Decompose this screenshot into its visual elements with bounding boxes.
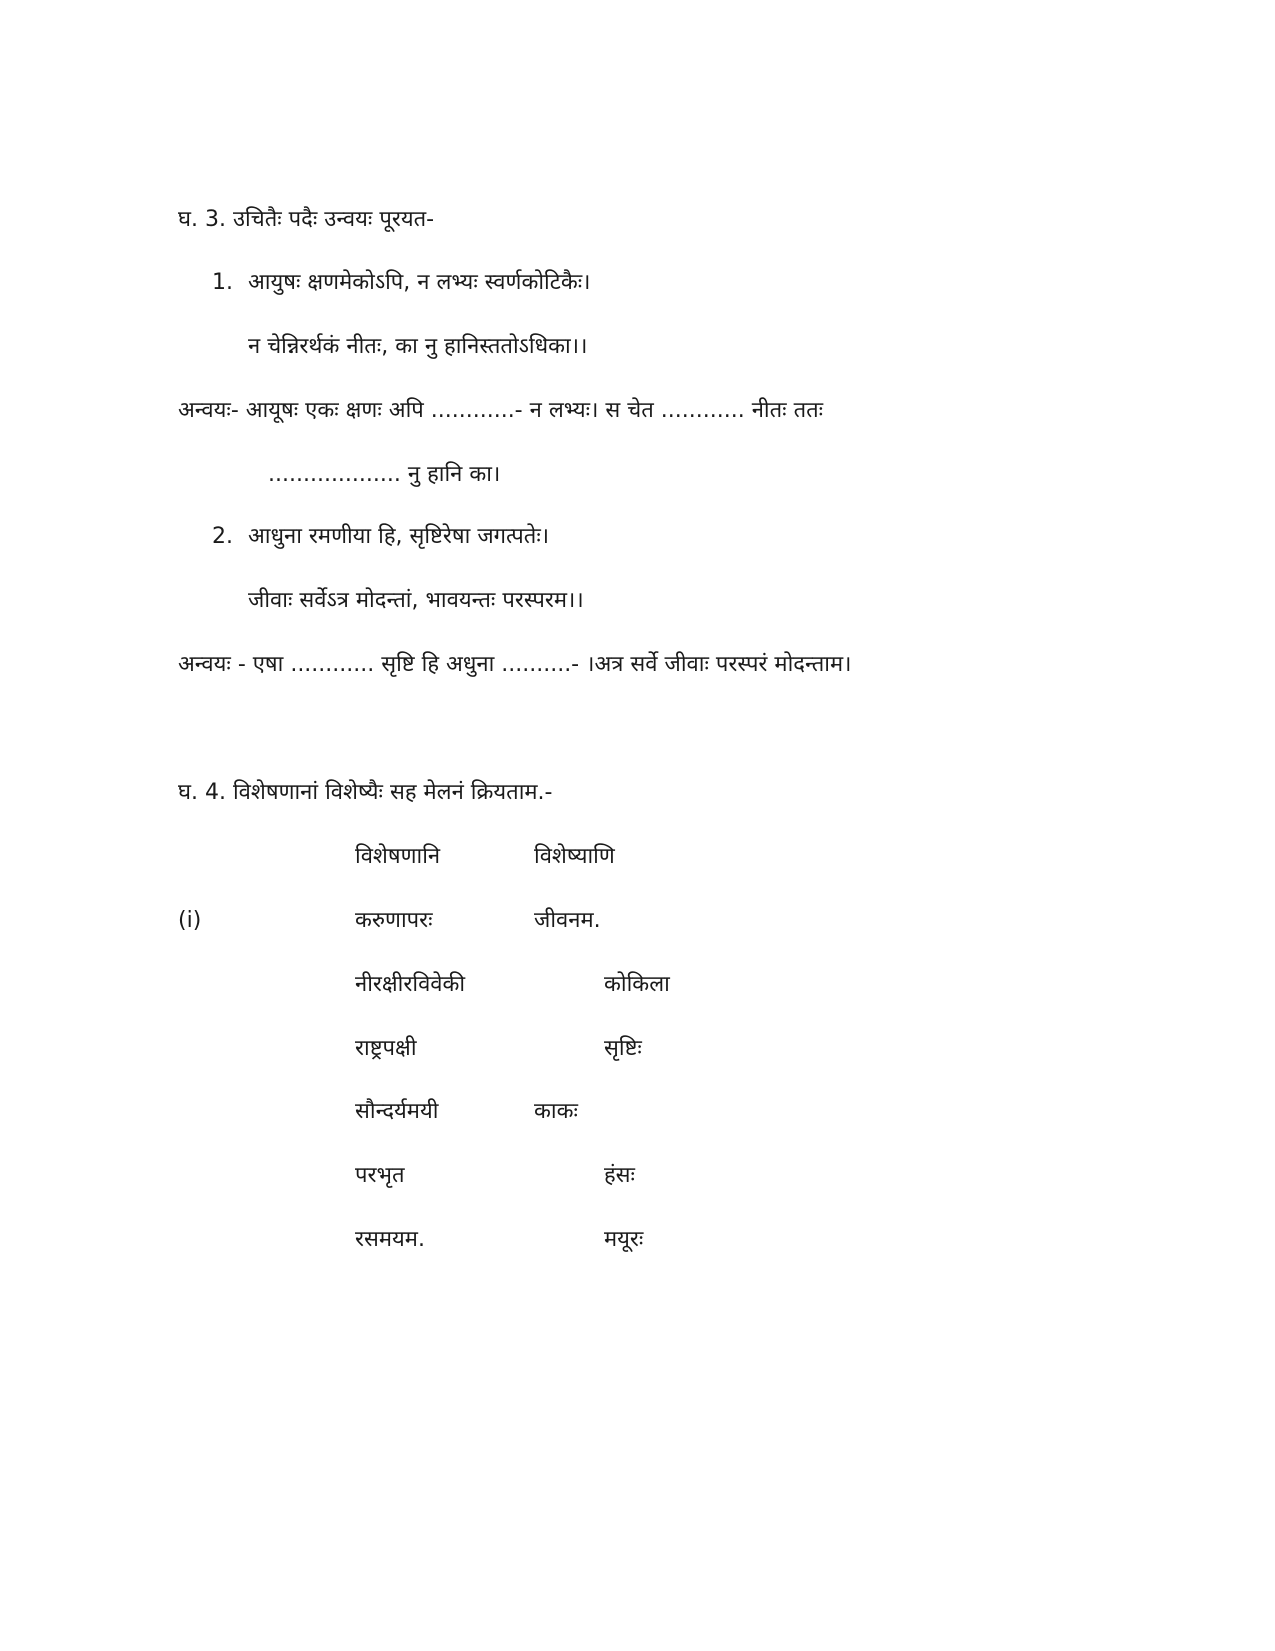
question-3-heading: घ. 3. उचितैः पदैः उन्वयः पूरयत- [178, 207, 435, 232]
match-right-item: हंसः [604, 1163, 635, 1188]
match-right-item: मयूरः [604, 1227, 644, 1252]
column-header-visheshanani: विशेषणानि [355, 844, 441, 869]
verse-2-line-1: आधुना रमणीया हि, सृष्टिरेषा जगत्पतेः। [248, 524, 550, 549]
verse-2-number: 2. [212, 524, 233, 549]
question-4-heading: घ. 4. विशेषणानां विशेष्यैः सह मेलनं क्रियताम.- [178, 780, 553, 805]
verse-1-anvaya-line-2: ................... नु हानि का। [268, 462, 501, 487]
column-header-visheshyani: विशेष्याणि [534, 844, 615, 869]
match-right-item: सृष्टिः [604, 1036, 642, 1061]
match-right-item: काकः [534, 1099, 578, 1124]
match-left-item: रसमयम. [355, 1227, 425, 1252]
match-left-item: राष्ट्रपक्षी [355, 1036, 417, 1061]
verse-1-line-1: आयुषः क्षणमेकोऽपि, न लभ्यः स्वर्णकोटिकैः। [248, 270, 591, 295]
match-left-item: नीरक्षीरविवेकी [355, 972, 466, 997]
match-right-item: कोकिला [604, 972, 670, 997]
match-label: (i) [178, 908, 202, 933]
verse-1-anvaya-line-1: अन्वयः- आयूषः एकः क्षणः अपि ............- न लभ्यः। स चेत ............ नीतः ततः [178, 398, 824, 423]
match-left-item: करुणापरः [355, 908, 433, 933]
verse-2-line-2: जीवाः सर्वेऽत्र मोदन्तां, भावयन्तः परस्परम।। [248, 588, 584, 613]
match-left-item: सौन्दर्यमयी [355, 1099, 439, 1124]
verse-2-anvaya-line-1: अन्वयः - एषा ............ सृष्टि हि अधुना ..........- ।अत्र सर्वे जीवाः परस्परं मोदन्ताम। [178, 652, 852, 677]
verse-1-number: 1. [212, 270, 233, 295]
verse-1-line-2: न चेन्निरर्थकं नीतः, का नु हानिस्ततोऽधिका।। [248, 334, 588, 359]
match-right-item: जीवनम. [534, 908, 601, 933]
match-left-item: परभृत [355, 1163, 405, 1188]
